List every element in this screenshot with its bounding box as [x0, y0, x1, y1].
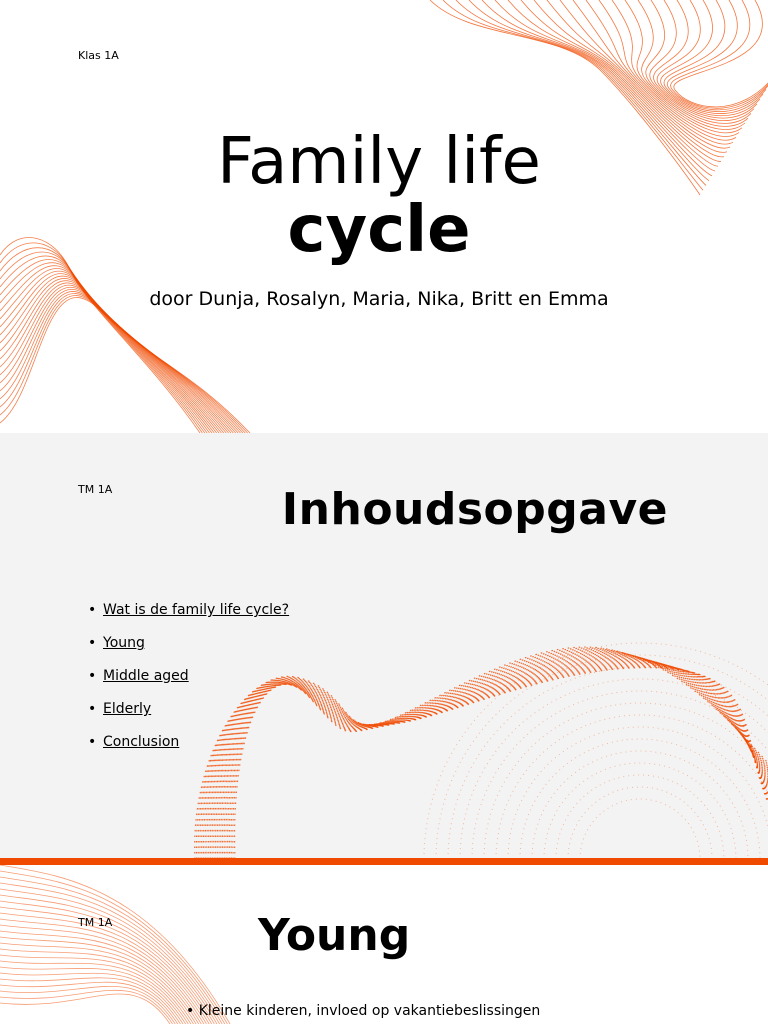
toc-link-conclusion[interactable]: Conclusion: [103, 734, 180, 750]
young-slide: [0, 865, 768, 1024]
bullet-icon: •: [88, 635, 97, 651]
bullet-icon: •: [88, 668, 97, 684]
slide-subtitle: door Dunja, Rosalyn, Maria, Nika, Britt en Emma: [149, 288, 609, 310]
bullet-icon: •: [88, 701, 97, 717]
bullet-icon: •: [88, 734, 97, 750]
toc-link-middle-aged[interactable]: Middle aged: [103, 668, 189, 684]
bullet-text: [186, 1003, 540, 1019]
slide-title: Young: [258, 910, 411, 961]
list-item: [88, 600, 289, 633]
slide-class-tag: TM 1A: [78, 916, 113, 929]
slide-divider: [0, 858, 768, 865]
toc-link-young[interactable]: Young: [103, 635, 145, 651]
slide-title-line1: Family life: [217, 125, 541, 199]
list-item: [88, 666, 289, 699]
toc-link-elderly[interactable]: Elderly: [103, 701, 152, 717]
contents-slide: [0, 433, 768, 859]
title-slide: [0, 0, 768, 433]
bullet-icon: •: [88, 602, 97, 618]
contents-list: [88, 600, 289, 765]
contents-title: Inhoudsopgave: [281, 484, 668, 535]
bullet-label: Kleine kinderen, invloed op vakantiebeslissingen: [198, 1003, 541, 1019]
slide-title-line2: cycle: [287, 193, 471, 267]
list-item: [88, 699, 289, 732]
list-item: [88, 732, 289, 765]
bullet-icon: •: [186, 1003, 199, 1019]
toc-link-family-life-cycle[interactable]: Wat is de family life cycle?: [103, 602, 290, 618]
slide-class-tag: TM 1A: [78, 483, 113, 496]
list-item: [88, 633, 289, 666]
slide-class-tag: Klas 1A: [78, 49, 119, 62]
